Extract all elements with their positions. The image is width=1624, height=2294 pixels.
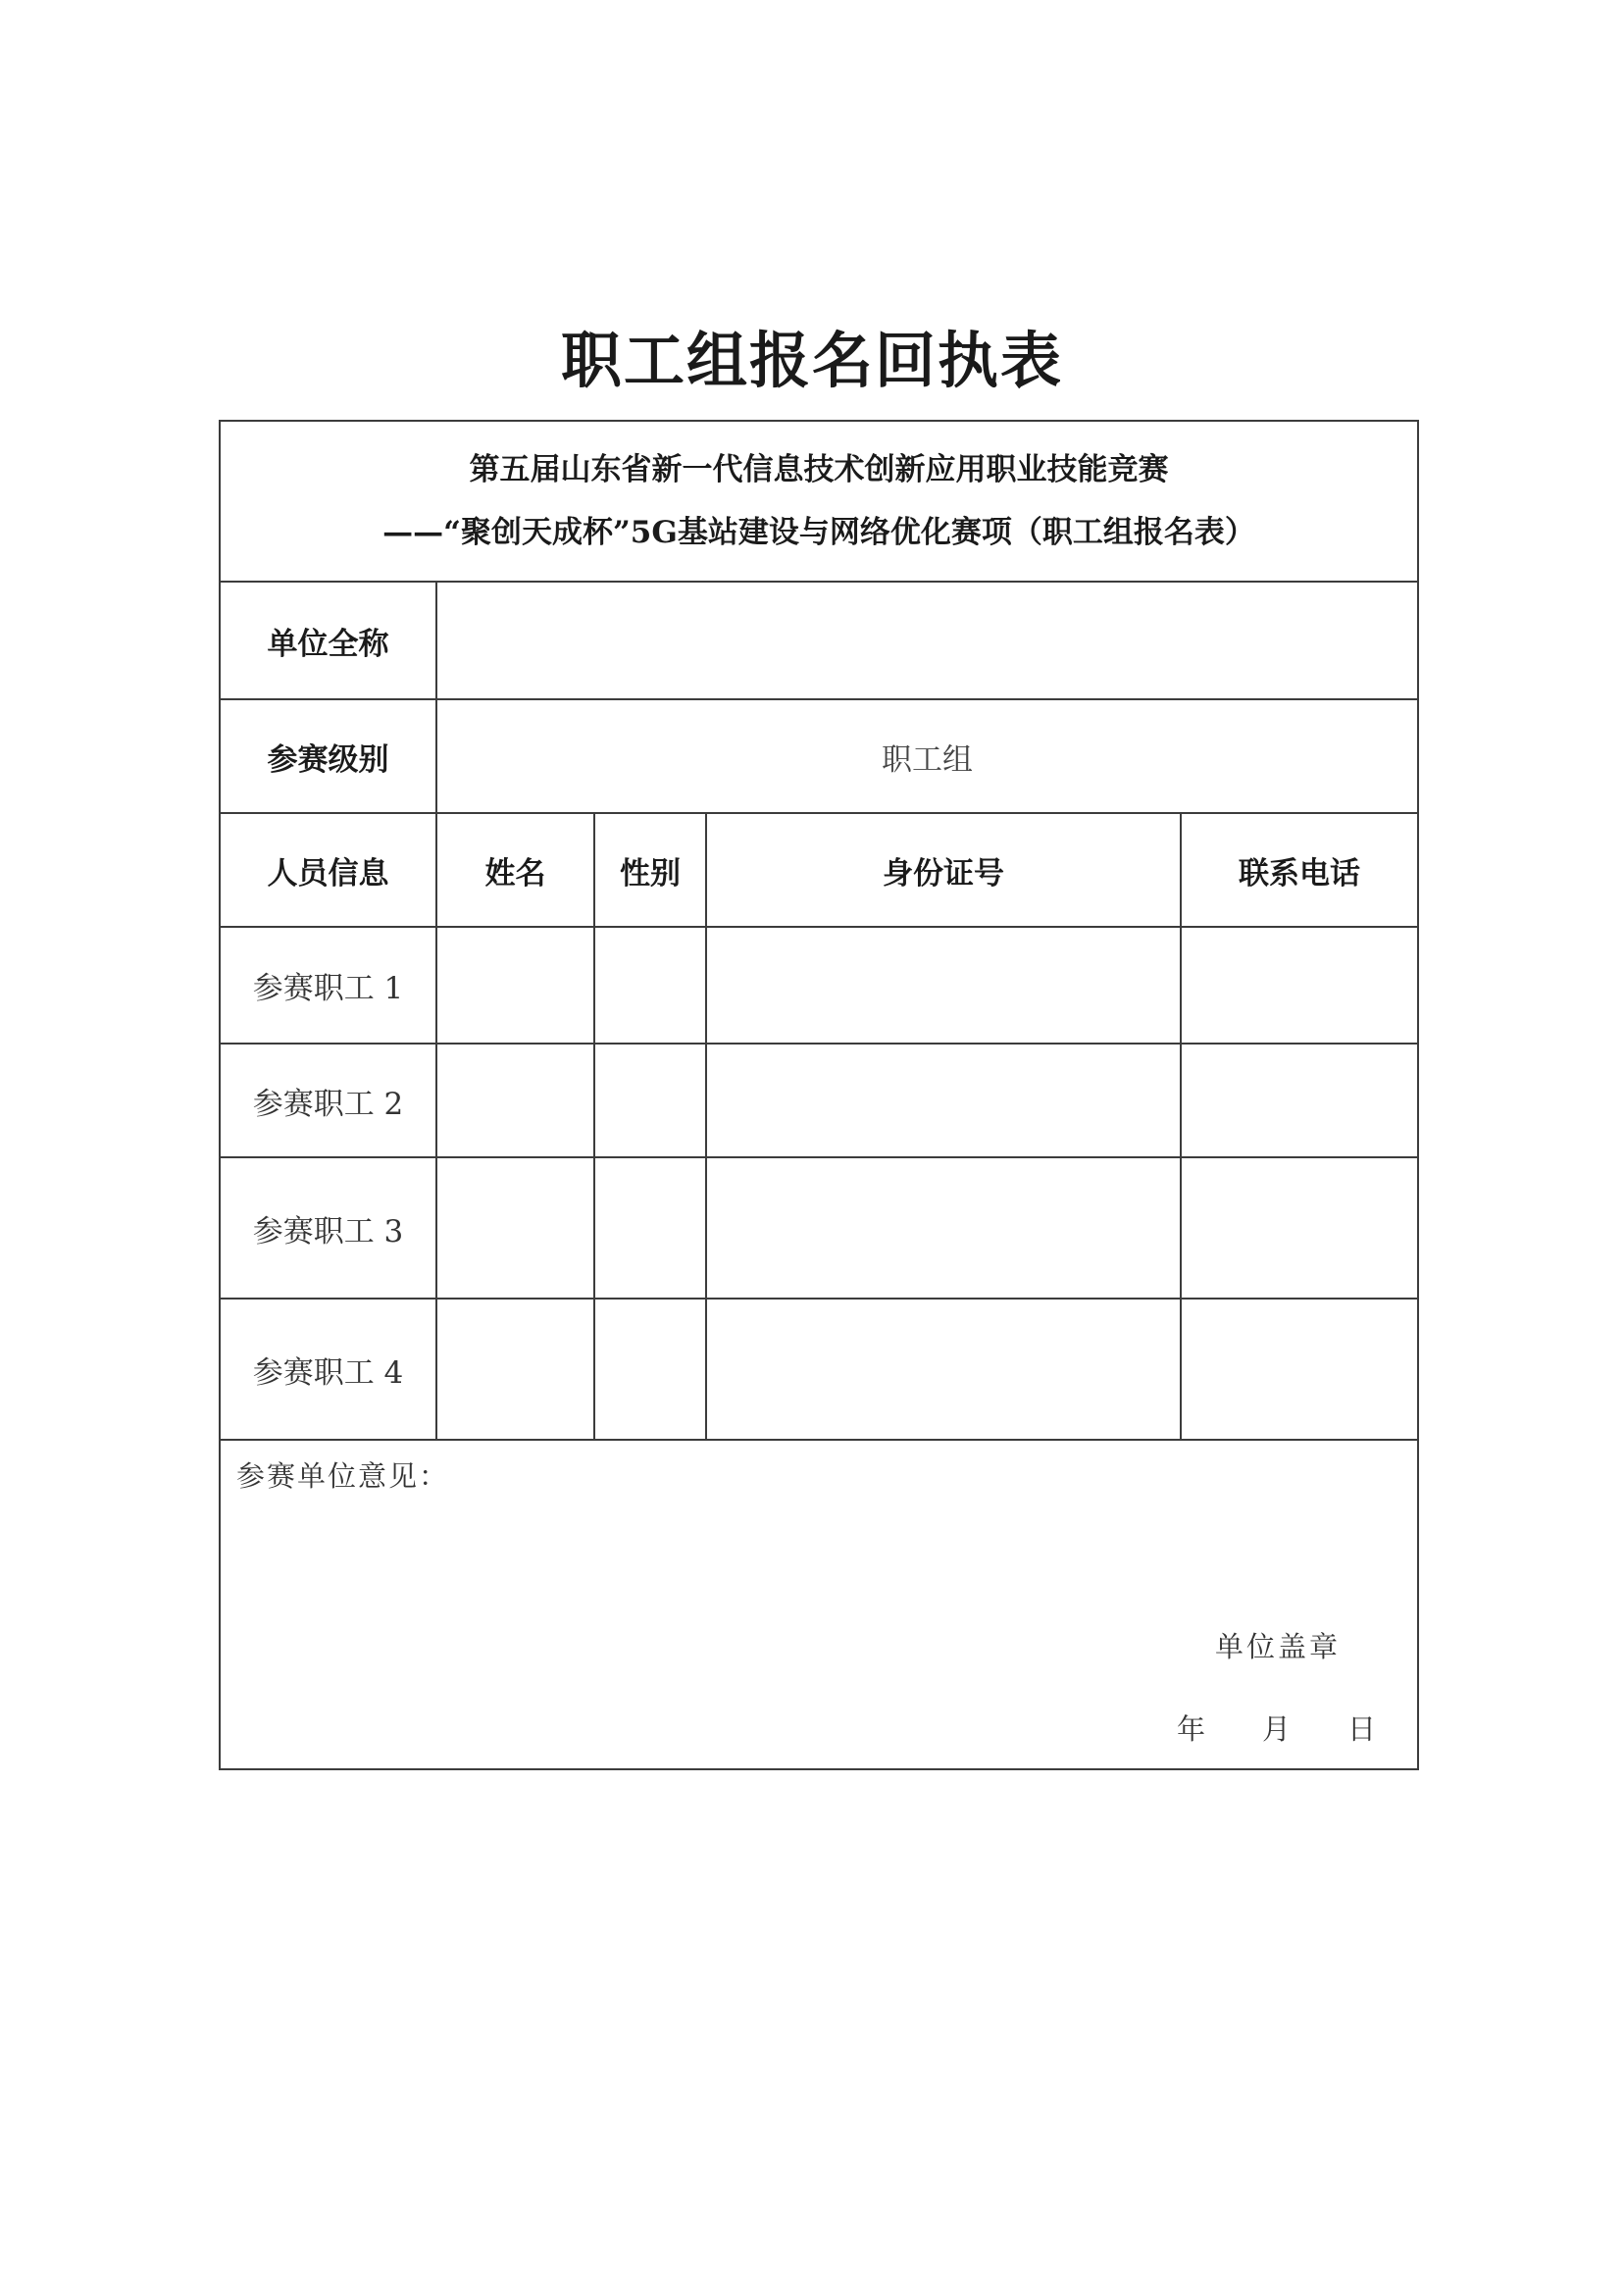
participant-name-field[interactable] [436, 1044, 594, 1157]
opinion-field[interactable] [220, 1440, 1418, 1769]
column-header-name: 姓名 [436, 813, 594, 927]
header-line-event: ——“聚创天成杯”5G基站建设与网络优化赛项（职工组报名表） [382, 515, 1255, 550]
opinion-row [220, 1440, 1418, 1769]
unit-name-label: 单位全称 [220, 582, 436, 699]
participant-gender-field[interactable] [594, 1044, 706, 1157]
participant-gender-field[interactable] [594, 1157, 706, 1299]
opinion-label: 参赛单位意见： [236, 1459, 450, 1493]
participant-row [220, 1157, 1418, 1299]
participant-id-number-field[interactable] [706, 1157, 1181, 1299]
date-year-label: 年 [1176, 1712, 1205, 1746]
date-month-label: 月 [1261, 1712, 1291, 1746]
form-header-row [220, 421, 1418, 582]
column-header-row [220, 813, 1418, 927]
level-value: 职工组 [436, 699, 1418, 813]
column-header-phone: 联系电话 [1181, 813, 1418, 927]
participant-label: 参赛职工 4 [220, 1299, 436, 1440]
participant-label: 参赛职工 3 [220, 1157, 436, 1299]
participant-name-field[interactable] [436, 1299, 594, 1440]
date-line [1177, 1708, 1376, 1748]
level-row [220, 699, 1418, 813]
header-line-competition: 第五届山东省新一代信息技术创新应用职业技能竞赛 [469, 452, 1169, 487]
column-header-id-number: 身份证号 [706, 813, 1181, 927]
form-header [220, 421, 1418, 582]
unit-name-field[interactable] [436, 582, 1418, 699]
participant-gender-field[interactable] [594, 927, 706, 1044]
participant-phone-field[interactable] [1181, 1299, 1418, 1440]
date-day-label: 日 [1346, 1712, 1376, 1746]
registration-form-table [219, 420, 1419, 1770]
level-label: 参赛级别 [220, 699, 436, 813]
participant-id-number-field[interactable] [706, 1044, 1181, 1157]
participant-row [220, 927, 1418, 1044]
participant-phone-field[interactable] [1181, 1044, 1418, 1157]
participant-id-number-field[interactable] [706, 1299, 1181, 1440]
unit-name-row [220, 582, 1418, 699]
column-header-info: 人员信息 [220, 813, 436, 927]
participant-gender-field[interactable] [594, 1299, 706, 1440]
page-title: 职工组报名回执表 [560, 325, 1063, 396]
participant-name-field[interactable] [436, 1157, 594, 1299]
participant-phone-field[interactable] [1181, 927, 1418, 1044]
participant-id-number-field[interactable] [706, 927, 1181, 1044]
participant-row [220, 1044, 1418, 1157]
participant-name-field[interactable] [436, 927, 594, 1044]
column-header-gender: 性别 [594, 813, 706, 927]
seal-label: 单位盖章 [1214, 1630, 1341, 1663]
participant-phone-field[interactable] [1181, 1157, 1418, 1299]
participant-label: 参赛职工 2 [220, 1044, 436, 1157]
participant-row [220, 1299, 1418, 1440]
participant-label: 参赛职工 1 [220, 927, 436, 1044]
